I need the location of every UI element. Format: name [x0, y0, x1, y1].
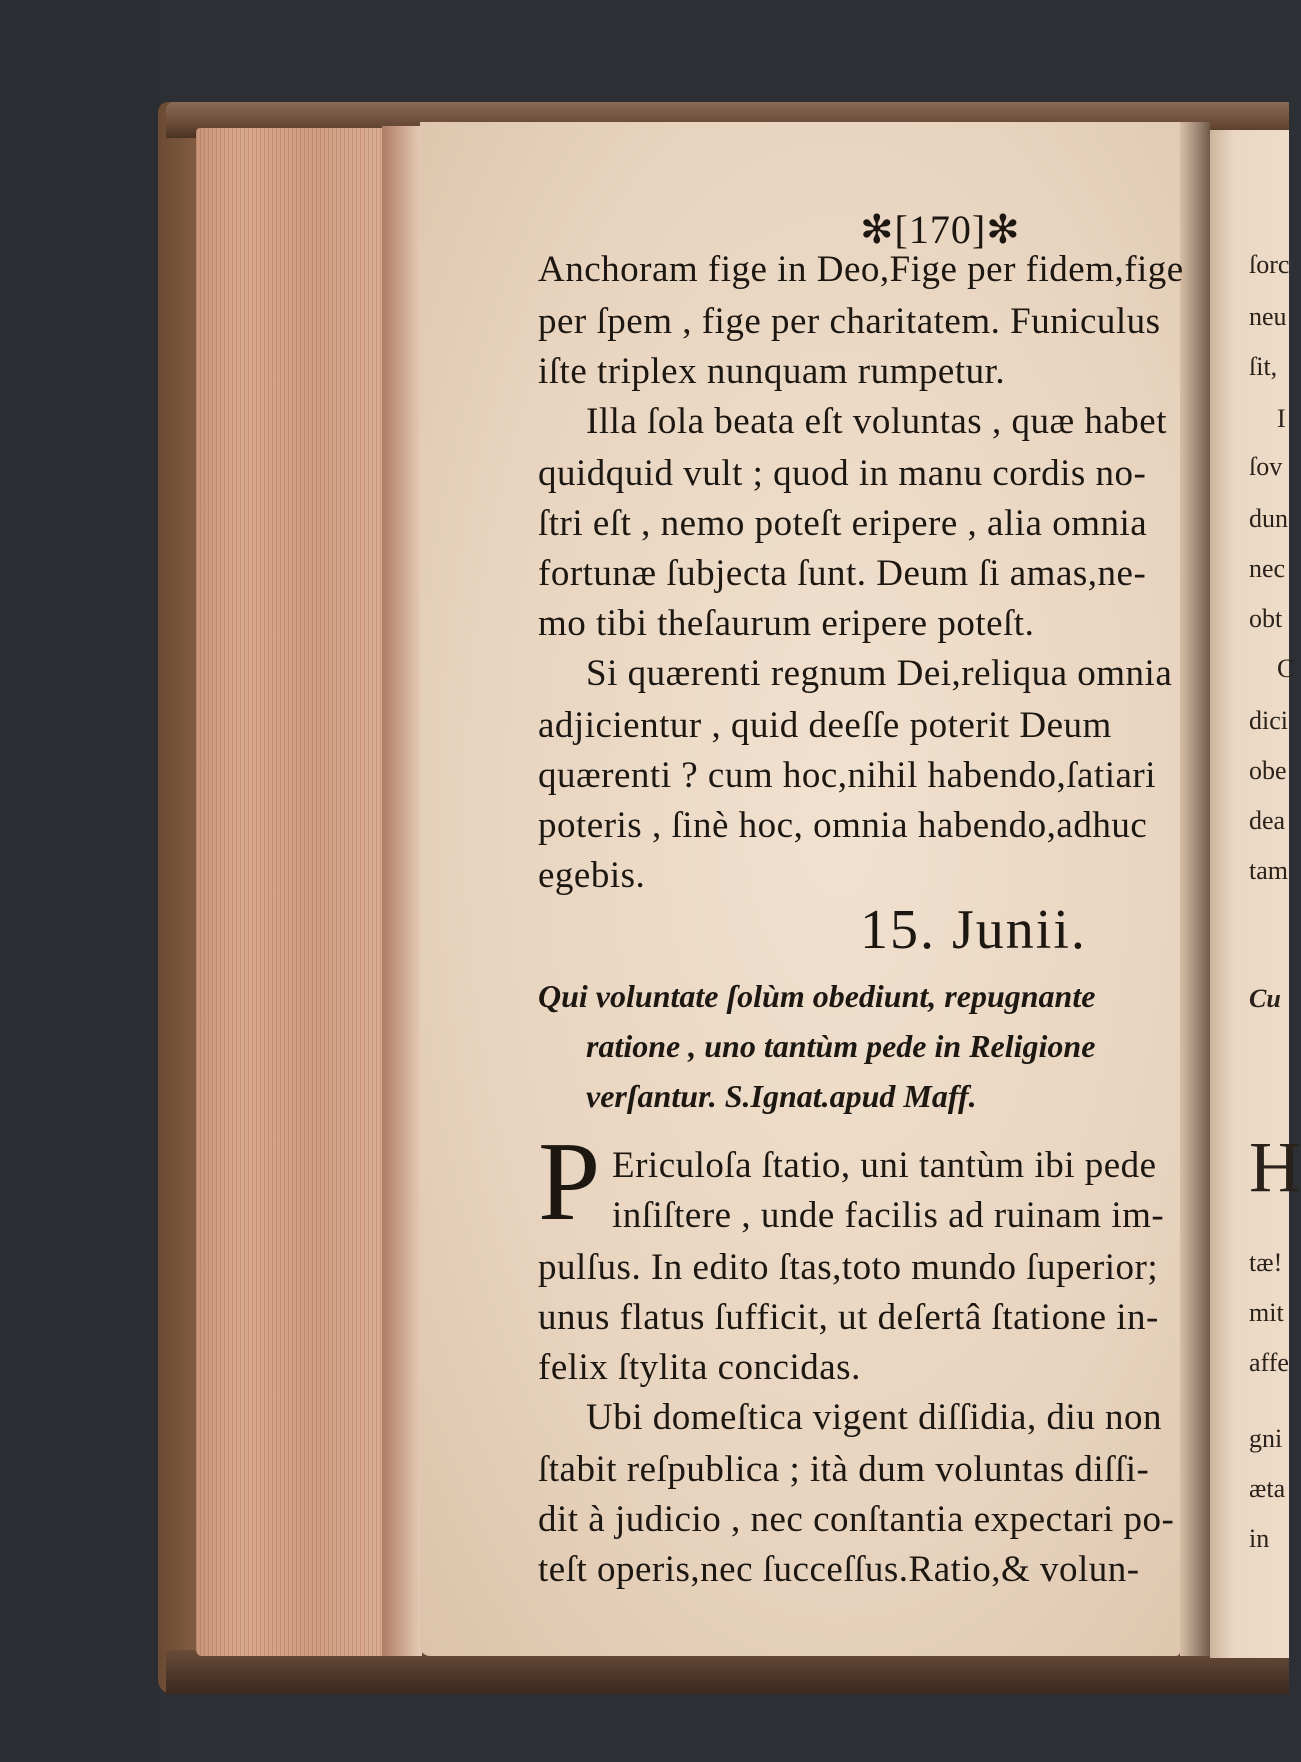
recto-page-fragments: [1249, 0, 1301, 1762]
text-line: ſtabit reſpublica ; ità dum voluntas diſſi-: [538, 1449, 1150, 1490]
text-line: inſiſtere , unde facilis ad ruinam im-: [612, 1195, 1165, 1236]
fragment-text: ſit,: [1249, 352, 1278, 381]
fragment-text: gni: [1249, 1424, 1283, 1453]
fragment-text: neu: [1249, 302, 1287, 331]
text-line: egebis.: [538, 855, 646, 896]
fragment-text: obe: [1249, 756, 1287, 785]
motto-line: ratione , uno tantùm pede in Religione: [586, 1028, 1096, 1064]
text-line: fortunæ ſubjecta ſunt. Deum ſi amas,ne-: [538, 553, 1147, 594]
page-block-edge: [196, 128, 382, 1656]
fragment-text: dun: [1249, 504, 1288, 533]
fragment-text: Cu: [1249, 984, 1281, 1013]
text-line: teſt operis,nec ſucceſſus.Ratio,& volun-: [538, 1549, 1140, 1590]
text-line: Anchoram fige in Deo,Fige per fidem,fige: [538, 249, 1184, 290]
text-line: iſte triplex nunquam rumpetur.: [538, 351, 1006, 392]
fragment-text: H: [1249, 1127, 1301, 1207]
fragment-text: dea: [1249, 806, 1286, 835]
text-line: mo tibi theſaurum eripere poteſt.: [538, 603, 1035, 644]
text-line: quærenti ? cum hoc,nihil habendo,ſatiari: [538, 755, 1156, 796]
fragment-text: I: [1277, 404, 1286, 433]
text-line: ſtri eſt , nemo poteſt eripere , alia omnia: [538, 503, 1148, 544]
text-line: pulſus. In edito ſtas,toto mundo ſuperior;: [538, 1247, 1159, 1288]
text-line: Ericuloſa ſtatio, uni tantùm ibi pede: [612, 1145, 1157, 1186]
text-line: poteris , ſinè hoc, omnia habendo,adhuc: [538, 805, 1148, 846]
text-line: felix ſtylita concidas.: [538, 1347, 861, 1388]
fragment-text: ſorc: [1249, 250, 1290, 279]
text-line: Illa ſola beata eſt voluntas , quæ habet: [586, 401, 1167, 442]
text-line: dit à judicio , nec conſtantia expectari po-: [538, 1499, 1175, 1540]
text-line: per ſpem , fige per charitatem. Funiculus: [538, 301, 1161, 342]
text-line: Si quærenti regnum Dei,reliqua omnia: [586, 653, 1173, 694]
fragment-text: tæ!: [1249, 1248, 1283, 1277]
section-title: 15. Junii.: [860, 899, 1087, 961]
motto-line: Qui voluntate ſolùm obediunt, repugnante: [538, 978, 1096, 1014]
text-line: Ubi domeſtica vigent diſſidia, diu non: [586, 1397, 1162, 1438]
backdrop: [0, 0, 160, 1762]
motto-line: verſantur. S.Ignat.apud Maff.: [586, 1078, 977, 1114]
book-gutter: [1180, 122, 1210, 1656]
fragment-text: tam: [1249, 856, 1288, 885]
fragment-text: C: [1277, 654, 1295, 683]
fragment-text: in: [1249, 1524, 1270, 1553]
page-header: ✻[170]✻: [860, 207, 1021, 252]
fragment-text: obt: [1249, 604, 1283, 633]
fragment-text: nec: [1249, 554, 1286, 583]
fragment-text: æta: [1249, 1474, 1286, 1503]
page-text: [380, 0, 1184, 1762]
fragment-text: dici: [1249, 706, 1288, 735]
fragment-text: affe: [1249, 1348, 1289, 1377]
fragment-text: mit: [1249, 1298, 1284, 1327]
text-line: adjicientur , quid deeſſe poterit Deum: [538, 705, 1112, 746]
drop-cap: P: [538, 1120, 601, 1244]
text-line: quidquid vult ; quod in manu cordis no-: [538, 453, 1147, 494]
fragment-text: ſov: [1249, 452, 1283, 481]
text-line: unus flatus ſufficit, ut deſertâ ſtatione in-: [538, 1297, 1159, 1338]
